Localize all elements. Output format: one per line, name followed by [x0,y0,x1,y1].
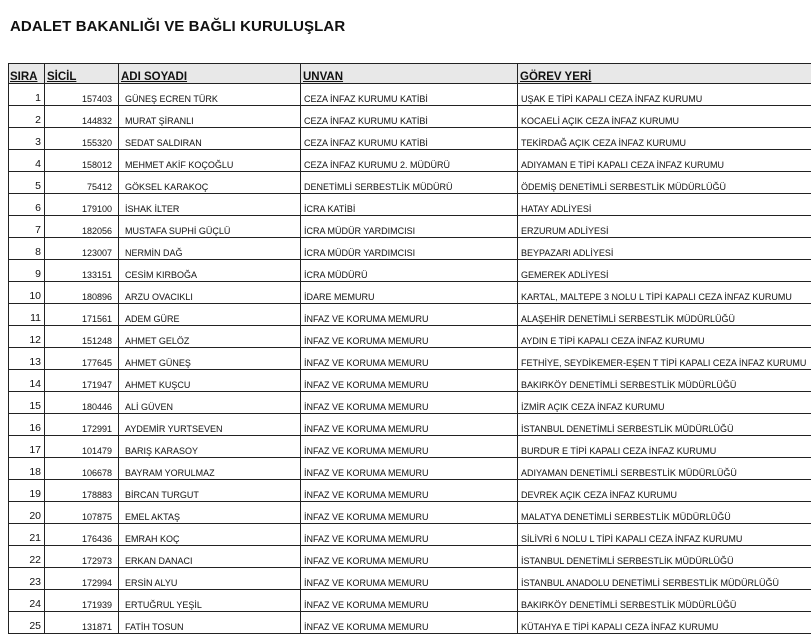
cell-sira: 3 [9,128,45,150]
table-row [9,370,811,392]
cell-gorev-yeri: ERZURUM ADLİYESİ [518,216,811,238]
cell-unvan: İCRA MÜDÜR YARDIMCISI [301,238,518,260]
cell-sira: 7 [9,216,45,238]
cell-sira: 10 [9,282,45,304]
table-row [9,524,811,546]
cell-unvan: İNFAZ VE KORUMA MEMURU [301,326,518,348]
cell-gorev-yeri: SİLİVRİ 6 NOLU L TİPİ KAPALI CEZA İNFAZ KURUMU [518,524,811,546]
cell-gorev-yeri: İSTANBUL ANADOLU DENETİMLİ SERBESTLİK MÜDÜRLÜĞÜ [518,568,811,590]
cell-gorev-yeri: AYDIN E TİPİ KAPALI CEZA İNFAZ KURUMU [518,326,811,348]
cell-gorev-yeri: FETHİYE, SEYDİKEMER-EŞEN T TİPİ KAPALI CEZA İNFAZ KURUMU [518,348,811,370]
table-row [9,150,811,172]
cell-unvan: İNFAZ VE KORUMA MEMURU [301,568,518,590]
cell-sira: 8 [9,238,45,260]
cell-unvan: İNFAZ VE KORUMA MEMURU [301,436,518,458]
cell-unvan: İCRA MÜDÜRÜ [301,260,518,282]
table-row [9,106,811,128]
cell-sicil: 75412 [45,172,119,194]
table-row [9,414,811,436]
table-row [9,304,811,326]
cell-sicil: 123007 [45,238,119,260]
cell-sicil: 178883 [45,480,119,502]
cell-unvan: İNFAZ VE KORUMA MEMURU [301,502,518,524]
cell-gorev-yeri: BEYPAZARI ADLİYESİ [518,238,811,260]
cell-gorev-yeri: BURDUR E TİPİ KAPALI CEZA İNFAZ KURUMU [518,436,811,458]
cell-sicil: 180896 [45,282,119,304]
cell-unvan: DENETİMLİ SERBESTLİK MÜDÜRÜ [301,172,518,194]
cell-ad-soyadi: GÜNEŞ ECREN TÜRK [119,84,301,106]
table-body [9,84,811,634]
cell-gorev-yeri: KOCAELİ AÇIK CEZA İNFAZ KURUMU [518,106,811,128]
cell-gorev-yeri: BAKIRKÖY DENETİMLİ SERBESTLİK MÜDÜRLÜĞÜ [518,370,811,392]
cell-gorev-yeri: İZMİR AÇIK CEZA İNFAZ KURUMU [518,392,811,414]
table-row [9,546,811,568]
cell-gorev-yeri: GEMEREK ADLİYESİ [518,260,811,282]
cell-unvan: İNFAZ VE KORUMA MEMURU [301,524,518,546]
cell-gorev-yeri: TEKİRDAĞ AÇIK CEZA İNFAZ KURUMU [518,128,811,150]
cell-sicil: 171561 [45,304,119,326]
cell-sicil: 179100 [45,194,119,216]
cell-gorev-yeri: İSTANBUL DENETİMLİ SERBESTLİK MÜDÜRLÜĞÜ [518,414,811,436]
cell-unvan: İNFAZ VE KORUMA MEMURU [301,458,518,480]
cell-sicil: 107875 [45,502,119,524]
cell-sicil: 180446 [45,392,119,414]
cell-gorev-yeri: ADIYAMAN E TİPİ KAPALI CEZA İNFAZ KURUMU [518,150,811,172]
cell-unvan: İCRA KATİBİ [301,194,518,216]
cell-unvan: İNFAZ VE KORUMA MEMURU [301,590,518,612]
header-unvan: UNVAN [301,64,518,84]
cell-gorev-yeri: ADIYAMAN DENETİMLİ SERBESTLİK MÜDÜRLÜĞÜ [518,458,811,480]
cell-sira: 15 [9,392,45,414]
table-row [9,480,811,502]
table-row [9,392,811,414]
table-row [9,326,811,348]
cell-sicil: 155320 [45,128,119,150]
cell-sira: 2 [9,106,45,128]
table-row [9,348,811,370]
cell-sira: 19 [9,480,45,502]
cell-sicil: 172994 [45,568,119,590]
cell-sicil: 151248 [45,326,119,348]
cell-sicil: 172991 [45,414,119,436]
cell-ad-soyadi: ERSİN ALYU [119,568,301,590]
cell-sira: 20 [9,502,45,524]
cell-sira: 25 [9,612,45,634]
cell-ad-soyadi: GÖKSEL KARAKOÇ [119,172,301,194]
cell-sicil: 171947 [45,370,119,392]
cell-sicil: 172973 [45,546,119,568]
table-row [9,238,811,260]
cell-ad-soyadi: AYDEMİR YURTSEVEN [119,414,301,436]
table-row [9,194,811,216]
cell-gorev-yeri: KÜTAHYA E TİPİ KAPALI CEZA İNFAZ KURUMU [518,612,811,634]
cell-gorev-yeri: UŞAK E TİPİ KAPALI CEZA İNFAZ KURUMU [518,84,811,106]
cell-sira: 23 [9,568,45,590]
header-gorev-yeri: GÖREV YERİ [518,64,811,84]
cell-ad-soyadi: EMRAH KOÇ [119,524,301,546]
cell-unvan: İNFAZ VE KORUMA MEMURU [301,348,518,370]
table-row [9,128,811,150]
cell-gorev-yeri: HATAY ADLİYESİ [518,194,811,216]
cell-unvan: İNFAZ VE KORUMA MEMURU [301,392,518,414]
table-row [9,568,811,590]
cell-sira: 24 [9,590,45,612]
cell-sicil: 131871 [45,612,119,634]
cell-gorev-yeri: ÖDEMİŞ DENETİMLİ SERBESTLİK MÜDÜRLÜĞÜ [518,172,811,194]
cell-sicil: 158012 [45,150,119,172]
cell-sira: 1 [9,84,45,106]
cell-ad-soyadi: FATİH TOSUN [119,612,301,634]
cell-ad-soyadi: AHMET GÜNEŞ [119,348,301,370]
cell-sira: 4 [9,150,45,172]
cell-ad-soyadi: MUSTAFA SUPHİ GÜÇLÜ [119,216,301,238]
cell-ad-soyadi: AHMET KUŞCU [119,370,301,392]
cell-ad-soyadi: ERTUĞRUL YEŞİL [119,590,301,612]
table-row [9,436,811,458]
cell-sira: 5 [9,172,45,194]
cell-gorev-yeri: KARTAL, MALTEPE 3 NOLU L TİPİ KAPALI CEZA İNFAZ KURUMU [518,282,811,304]
cell-unvan: CEZA İNFAZ KURUMU KATİBİ [301,84,518,106]
table-row [9,216,811,238]
cell-ad-soyadi: SEDAT SALDIRAN [119,128,301,150]
cell-unvan: İNFAZ VE KORUMA MEMURU [301,546,518,568]
cell-gorev-yeri: BAKIRKÖY DENETİMLİ SERBESTLİK MÜDÜRLÜĞÜ [518,590,811,612]
cell-ad-soyadi: NERMİN DAĞ [119,238,301,260]
table-row [9,172,811,194]
cell-unvan: İNFAZ VE KORUMA MEMURU [301,414,518,436]
cell-sira: 21 [9,524,45,546]
cell-sicil: 171939 [45,590,119,612]
table-row [9,260,811,282]
cell-ad-soyadi: EMEL AKTAŞ [119,502,301,524]
cell-unvan: CEZA İNFAZ KURUMU 2. MÜDÜRÜ [301,150,518,172]
cell-ad-soyadi: CESİM KIRBOĞA [119,260,301,282]
cell-unvan: İDARE MEMURU [301,282,518,304]
cell-sira: 6 [9,194,45,216]
cell-sira: 18 [9,458,45,480]
cell-gorev-yeri: İSTANBUL DENETİMLİ SERBESTLİK MÜDÜRLÜĞÜ [518,546,811,568]
header-sicil: SİCİL [45,64,119,84]
cell-ad-soyadi: MEHMET AKİF KOÇOĞLU [119,150,301,172]
cell-sira: 11 [9,304,45,326]
cell-ad-soyadi: BARIŞ KARASOY [119,436,301,458]
cell-sicil: 157403 [45,84,119,106]
personnel-table [8,63,811,634]
table-row [9,282,811,304]
table-row [9,84,811,106]
cell-gorev-yeri: ALAŞEHİR DENETİMLİ SERBESTLİK MÜDÜRLÜĞÜ [518,304,811,326]
cell-sicil: 101479 [45,436,119,458]
cell-ad-soyadi: ALİ GÜVEN [119,392,301,414]
cell-sicil: 133151 [45,260,119,282]
table-row [9,458,811,480]
cell-unvan: İNFAZ VE KORUMA MEMURU [301,304,518,326]
cell-unvan: İNFAZ VE KORUMA MEMURU [301,612,518,634]
cell-gorev-yeri: MALATYA DENETİMLİ SERBESTLİK MÜDÜRLÜĞÜ [518,502,811,524]
cell-sira: 9 [9,260,45,282]
cell-sicil: 177645 [45,348,119,370]
cell-unvan: İCRA MÜDÜR YARDIMCISI [301,216,518,238]
cell-sira: 13 [9,348,45,370]
document-title: ADALET BAKANLIĞI VE BAĞLI KURULUŞLAR [10,18,345,35]
cell-sira: 17 [9,436,45,458]
cell-ad-soyadi: ADEM GÜRE [119,304,301,326]
cell-sicil: 144832 [45,106,119,128]
cell-ad-soyadi: MURAT ŞİRANLI [119,106,301,128]
cell-ad-soyadi: İSHAK İLTER [119,194,301,216]
cell-sicil: 176436 [45,524,119,546]
table-header-row [9,64,811,84]
cell-ad-soyadi: ERKAN DANACI [119,546,301,568]
cell-sira: 22 [9,546,45,568]
cell-sira: 12 [9,326,45,348]
table-row [9,612,811,634]
cell-unvan: İNFAZ VE KORUMA MEMURU [301,370,518,392]
cell-sira: 14 [9,370,45,392]
cell-gorev-yeri: DEVREK AÇIK CEZA İNFAZ KURUMU [518,480,811,502]
cell-unvan: İNFAZ VE KORUMA MEMURU [301,480,518,502]
table-row [9,502,811,524]
cell-unvan: CEZA İNFAZ KURUMU KATİBİ [301,128,518,150]
header-ad-soyadi: ADI SOYADI [119,64,301,84]
cell-unvan: CEZA İNFAZ KURUMU KATİBİ [301,106,518,128]
cell-ad-soyadi: AHMET GELÖZ [119,326,301,348]
cell-ad-soyadi: ARZU OVACIKLI [119,282,301,304]
cell-ad-soyadi: BAYRAM YORULMAZ [119,458,301,480]
header-sira: SIRA [9,64,45,84]
cell-sicil: 182056 [45,216,119,238]
cell-sira: 16 [9,414,45,436]
cell-ad-soyadi: BİRCAN TURGUT [119,480,301,502]
cell-sicil: 106678 [45,458,119,480]
